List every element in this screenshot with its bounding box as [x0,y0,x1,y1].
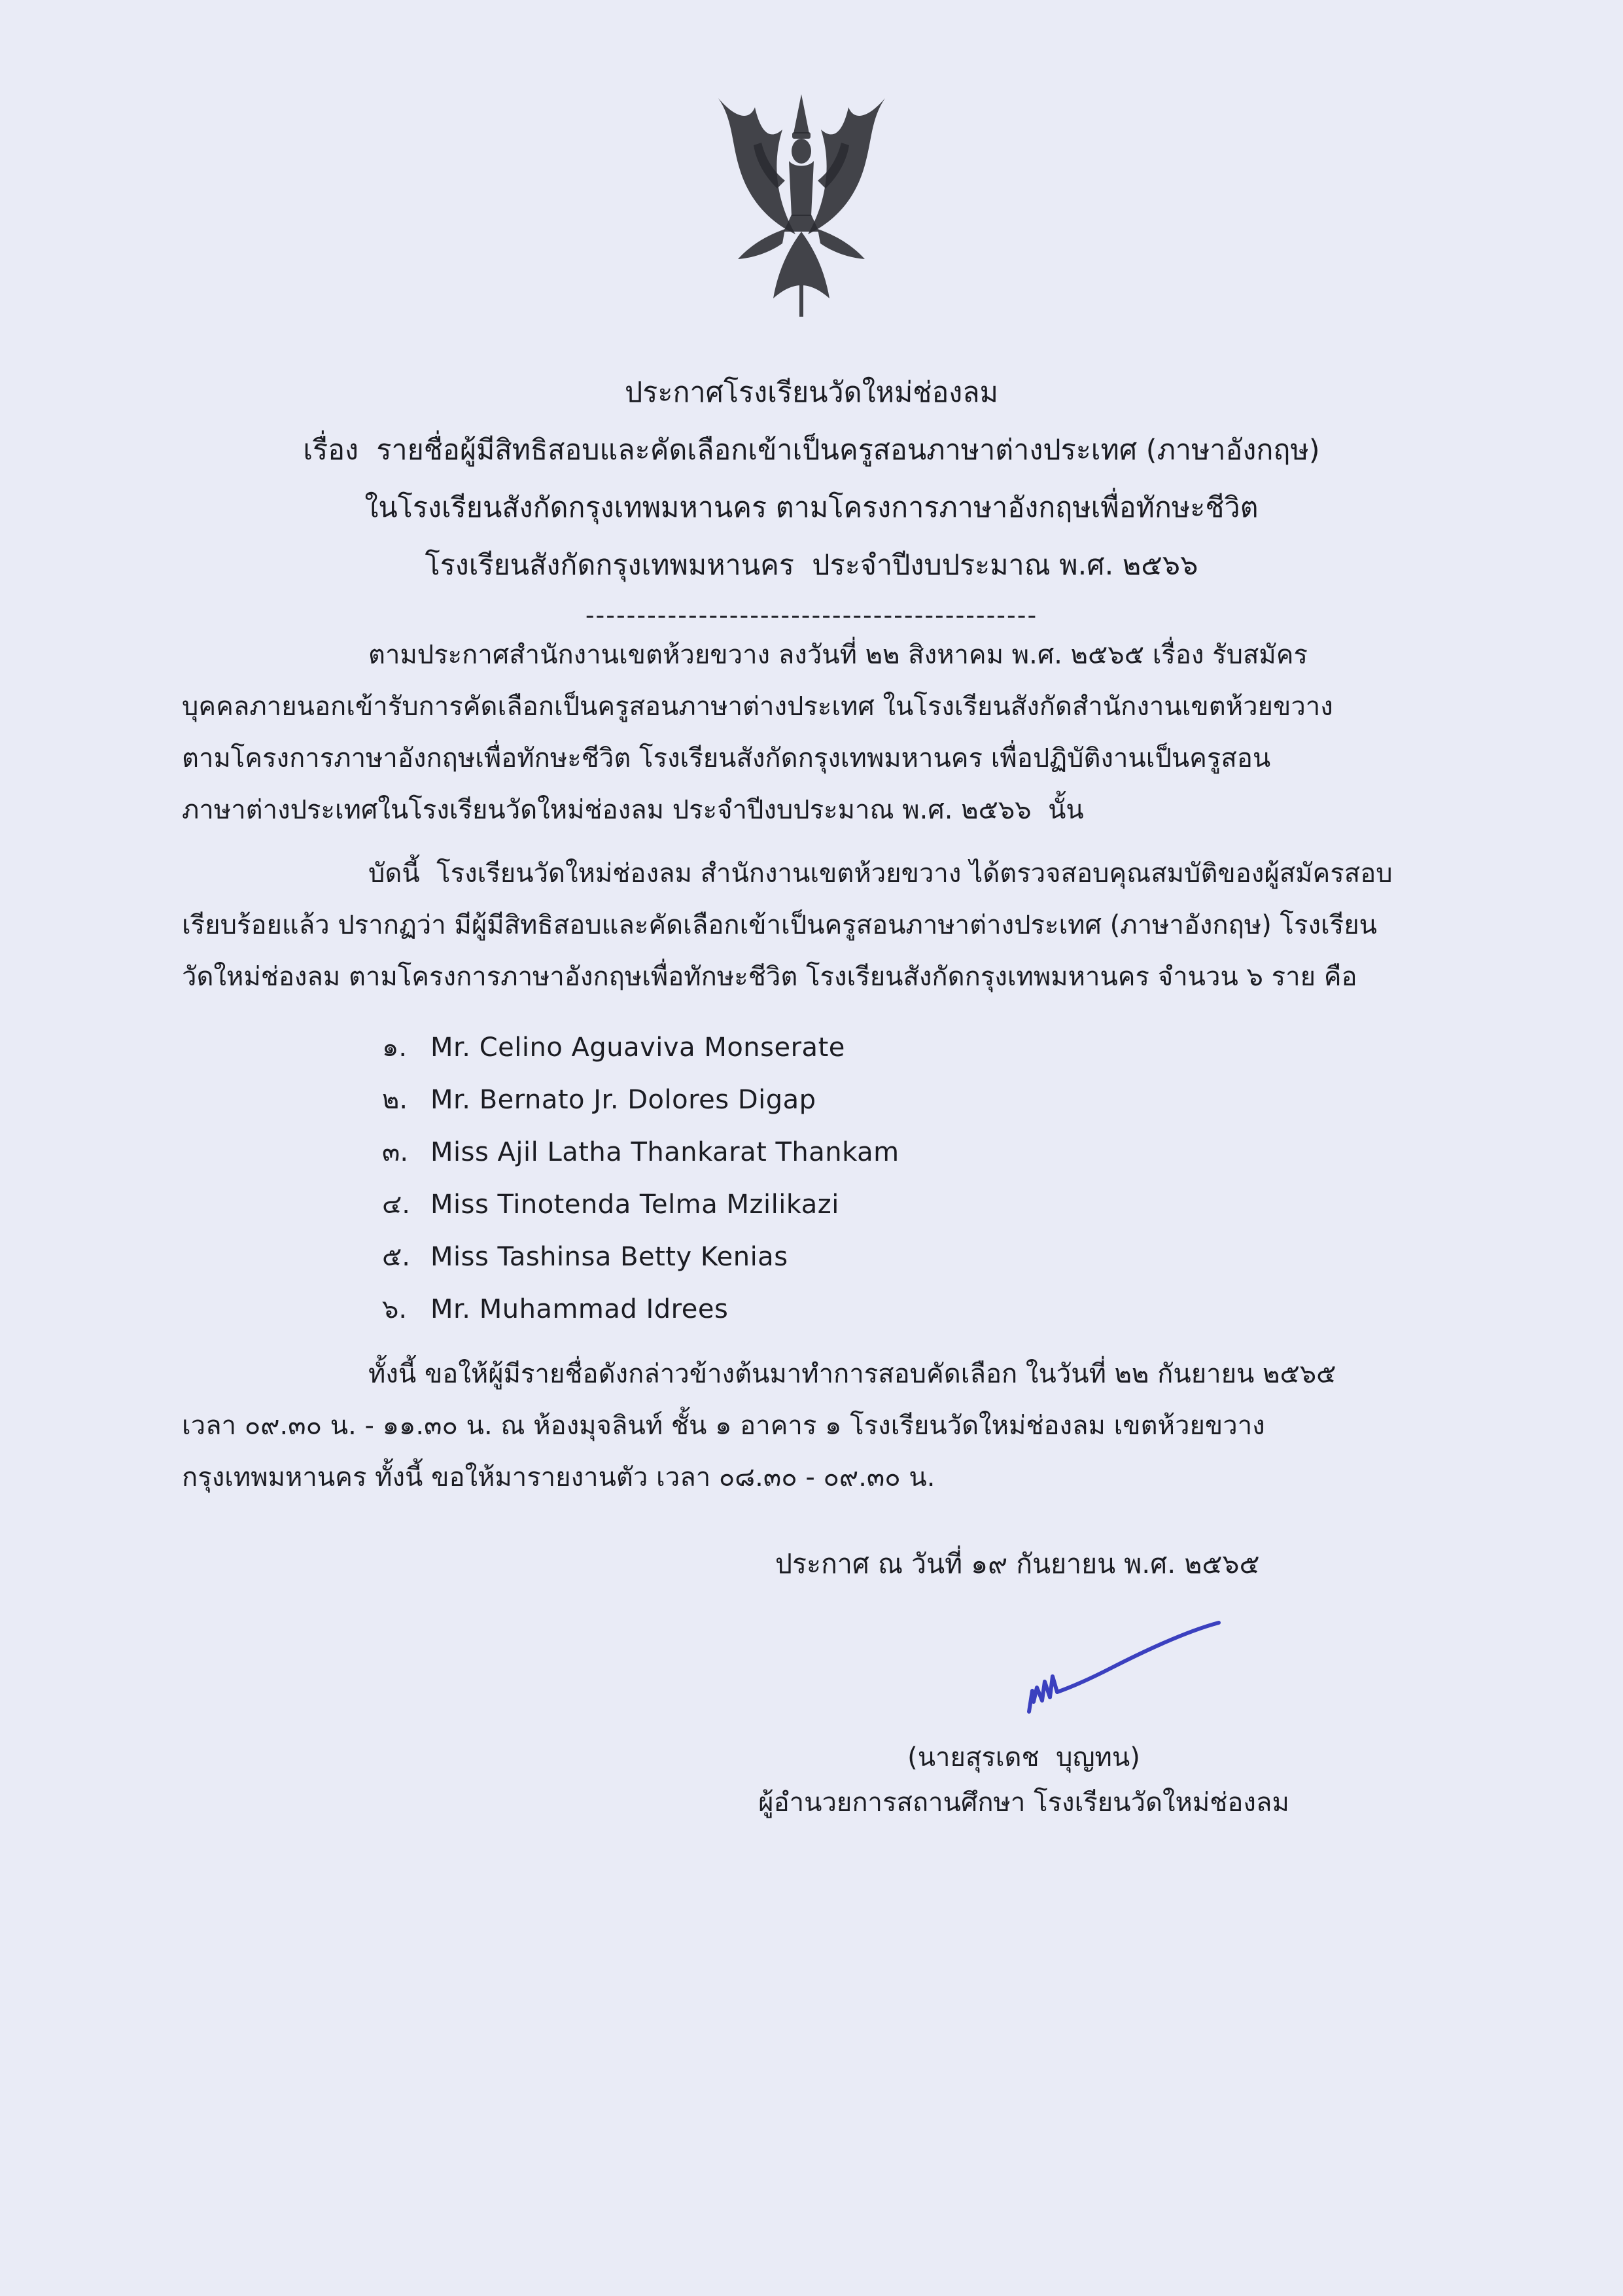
signer-position: ผู้อำนวยการสถานศึกษา โรงเรียนวัดใหม่ช่องลม [758,1788,1289,1818]
candidate-row [182,1074,1444,1126]
candidate-list [182,1021,1444,1335]
signer-block [746,1735,1302,1826]
paragraph-1-line-1: ตามประกาศสำนักงานเขตห้วยขวาง ลงวันที่ ๒๒ สิงหาคม พ.ศ. ๒๕๖๕ เรื่อง รับสมัคร [368,640,1308,670]
header-subject-line: เรื่อง รายชื่อผู้มีสิทธิสอบและคัดเลือกเข้าเป็นครูสอนภาษาต่างประเทศ (ภาษาอังกฤษ) [303,434,1320,467]
dashed-separator: -------------------------------------------- [585,601,1038,629]
candidate-row [182,1178,1444,1231]
announcement-date-line: ประกาศ ณ วันที่ ๑๙ กันยายน พ.ศ. ๒๕๖๕ [775,1548,1260,1580]
candidate-number: ๒. [382,1085,408,1115]
paragraph-2-line-1: บัดนี้ โรงเรียนวัดใหม่ช่องลม สำนักงานเขตห้วยขวาง ได้ตรวจสอบคุณสมบัติของผู้สมัครสอบ [368,858,1393,889]
paragraph-3 [182,1349,1444,1504]
paragraph-3-line-3: กรุงเทพมหานคร ทั้งนี้ ขอให้มารายงานตัว เวลา ๐๘.๓๐ - ๐๙.๓๐ น. [182,1462,935,1492]
document-header [0,364,1623,636]
signer-name: (นายสุรเดช บุญทน) [907,1742,1140,1773]
paragraph-1-line-4: ภาษาต่างประเทศในโรงเรียนวัดใหม่ช่องลม ประจำปีงบประมาณ พ.ศ. ๒๕๖๖ นั้น [182,795,1084,825]
paragraph-2 [182,848,1444,1003]
candidate-row [182,1126,1444,1178]
header-title-line: ประกาศโรงเรียนวัดใหม่ช่องลม [625,376,998,409]
paragraph-2-line-2: เรียบร้อยแล้ว ปรากฏว่า มีผู้มีสิทธิสอบและคัดเลือกเข้าเป็นครูสอนภาษาต่างประเทศ (ภาษาอังกฤษ) โรงเรียน [182,910,1377,940]
header-detail-line-2: โรงเรียนสังกัดกรุงเทพมหานคร ประจำปีงบประมาณ พ.ศ. ๒๕๖๖ [425,549,1198,582]
paragraph-3-line-1: ทั้งนี้ ขอให้ผู้มีรายชื่อดังกล่าวข้างต้นมาทำการสอบคัดเลือก ในวันที่ ๒๒ กันยายน ๒๕๖๕ [368,1359,1336,1389]
paragraph-1-line-3: ตามโครงการภาษาอังกฤษเพื่อทักษะชีวิต โรงเรียนสังกัดกรุงเทพมหานคร เพื่อปฏิบัติงานเป็นครูสอน [182,743,1271,773]
header-detail-line-1: ในโรงเรียนสังกัดกรุงเทพมหานคร ตามโครงการภาษาอังกฤษเพื่อทักษะชีวิต [364,491,1259,524]
candidate-number: ๑. [382,1033,408,1063]
paragraph-2-line-3: วัดใหม่ช่องลม ตามโครงการภาษาอังกฤษเพื่อทักษะชีวิต โรงเรียนสังกัดกรุงเทพมหานคร จำนวน ๖ ราย คือ [182,962,1357,992]
garuda-emblem-icon [699,90,905,319]
paragraph-1-line-2: บุคคลภายนอกเข้ารับการคัดเลือกเป็นครูสอนภาษาต่างประเทศ ในโรงเรียนสังกัดสำนักงานเขตห้วยขวาง [182,692,1333,722]
candidate-name: Mr. Celino Aguaviva Monserate [430,1033,845,1063]
candidate-row [182,1283,1444,1335]
candidate-name: Mr. Bernato Jr. Dolores Digap [430,1085,816,1115]
candidate-number: ๕. [382,1242,410,1272]
candidate-name: Miss Tinotenda Telma Mzilikazi [430,1190,839,1220]
candidate-number: ๓. [382,1137,409,1167]
candidate-name: Miss Ajil Latha Thankarat Thankam [430,1137,899,1167]
candidate-number: ๖. [382,1294,408,1324]
signature-ink-stroke [993,1614,1229,1715]
candidate-number: ๔. [382,1190,410,1220]
candidate-name: Miss Tashinsa Betty Kenias [430,1242,788,1272]
candidate-row [182,1021,1444,1074]
paragraph-3-line-2: เวลา ๐๙.๓๐ น. - ๑๑.๓๐ น. ณ ห้องมุจลินท์ ชั้น ๑ อาคาร ๑ โรงเรียนวัดใหม่ช่องลม เขตห้วยขวาง [182,1411,1265,1441]
candidate-name: Mr. Muhammad Idrees [430,1294,729,1324]
candidate-row [182,1231,1444,1283]
paragraph-1 [182,629,1444,836]
document-body [182,629,1444,1504]
